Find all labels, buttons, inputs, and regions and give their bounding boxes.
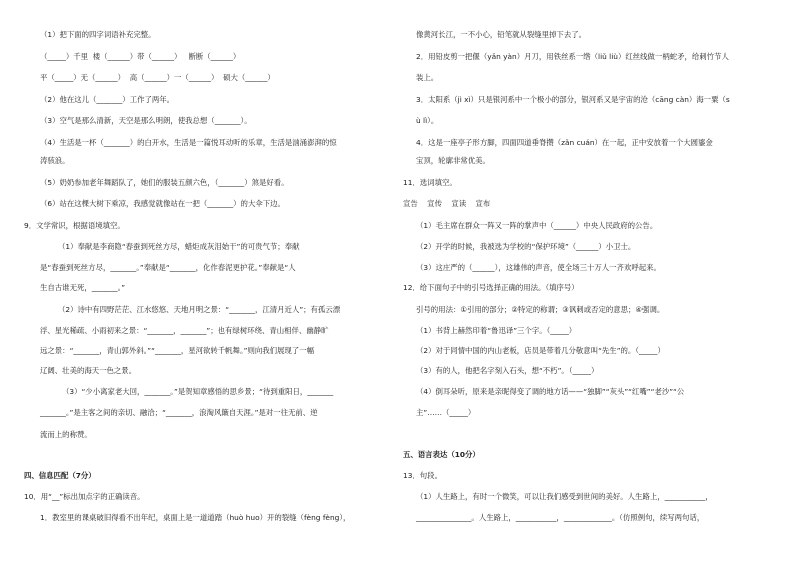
text-line: 引号的用法：①引用的部分；②特定的称谓；③讽刺或否定的意思；④强调。 (416, 305, 665, 314)
text-line: （3）这庄严的（______），这雄伟的声音，使全场三十万人一齐欢呼起来。 (416, 263, 661, 272)
text-line: ù lì）。 (416, 116, 439, 125)
text-line: 是“春蚕到死丝方尽，_______。”奉献是“_______，化作春泥更护花。”奉献是“人 (40, 263, 296, 272)
text-line: （2）开学的时候，我被选为学校的“保护环境”（______）小卫士。 (416, 242, 636, 251)
question-title: 13．句段。 (403, 471, 442, 480)
section-heading: 五、语言表达（10分） (403, 450, 480, 459)
question-title: 9．文学常识，根据语境填空。 (24, 221, 125, 230)
text-line: 浮、星光稀疏、小雨初来之景：“_______，_______”；也有绿树环绕、青山相伴、幽静旷 (40, 326, 329, 335)
text-line: 涛骇浪。 (40, 156, 70, 165)
text-line: （1）书背上赫然印着“鲁迅译”三个字。（_____） (416, 326, 577, 335)
text-line: （2）他在这儿（_______）工作了两年。 (40, 95, 175, 104)
text-line: 生自古谁无死，_______。” (40, 283, 126, 292)
word-choice-list: 宣告 宣传 宣读 宣布 (403, 199, 491, 208)
section-heading: 四、信息匹配（7分） (24, 471, 96, 480)
text-line: _______________。人生路上，___________，_____________。（仿照例句，续写两句话， (416, 513, 705, 522)
text-line: 辽阔、壮美的海天一色之景。 (40, 366, 137, 375)
text-line: （1）把下面的四字词语补充完整。 (40, 30, 156, 39)
text-line: _______。”是主客之间的亲切、融洽；“_______，浪淘风簸自天涯。”是对一往无前、逆 (40, 408, 318, 417)
text-line: （5）奶奶参加老年舞蹈队了，她们的服装五颜六色，（_______）煞是好看。 (40, 178, 289, 187)
text-line: 远之景：“_______，青山郭外斜。”“_______，星河欲转千帆舞。”则向我们展现了一幅 (40, 346, 314, 355)
text-line: （4）生活是一杯（_______）的白开水，生活是一篇悦耳动听的乐章，生活是汹涌澎湃的惊 (40, 138, 337, 147)
question-title: 10．用“__”标出加点字的正确读音。 (24, 492, 145, 501)
text-line: （3）“少小离家老大回，_______。”是贺知章感悟的思乡景；“待到重阳日，_______ (62, 387, 334, 396)
text-line: （1）奉献是李商隐“春蚕到死丝方尽，蜡炬成灰泪始干”的可贵气节；奉献 (58, 242, 300, 251)
text-line: （3）空气是那么清新，天空是那么明朗，使我总想（_______）。 (40, 116, 252, 125)
text-line: 宝顶，轮廓非常优美。 (416, 156, 490, 165)
text-line: 像黄河长江，一不小心，铅笔就从裂缝里掉下去了。 (416, 30, 586, 39)
text-line: 装上。 (416, 73, 439, 82)
text-line: 主”……（_____） (416, 408, 476, 417)
question-title: 11．选词填空。 (403, 178, 457, 187)
text-line: （1）人生路上，有时一个微笑，可以让我们感受到世间的美好。人生路上，___________， (416, 492, 713, 501)
text-line: 2．用铅皮剪一把偃（yǎn yàn）月刀，用铁丝系一绺（liǔ liù）红丝线做一柄蛇矛，给刺竹节人 (416, 52, 729, 61)
text-line: （2）诗中有四野茫茫、江水悠悠、天地月明之景：“_______，江清月近人”；有孤云漂 (58, 305, 341, 314)
text-line: 平（_____）无（______） 高（______）一（______） 硕大（______） (40, 73, 275, 82)
question-title: 12．给下面句子中的引号选择正确的用法。（填序号） (403, 283, 579, 292)
text-line: （4）倒耳朵听，原来是亲昵得变了调的地方话——“独脚”“灰头”“红嘴”“老沙”“公 (416, 387, 685, 396)
text-line: 3．太阳系（jì xì）只是银河系中一个极小的部分，银河系又是宇宙的沧（cāng càn）海一粟（s (416, 95, 730, 104)
text-line: （1）毛主席在群众一阵又一阵的掌声中（______）中央人民政府的公告。 (416, 221, 658, 230)
text-line: 4．这是一座亭子形方脚，四面四道垂脊攒（zǎn cuán）在一起，正中安放着一个大圆鎏金 (416, 138, 713, 147)
text-line: （_____）千里 楼（______）带（______） 断断（______） (40, 52, 241, 61)
text-line: （3）有的人，他把名字刻入石头，想“不朽”。（_____） (416, 366, 599, 375)
text-line: 流而上的称赞。 (40, 430, 92, 439)
text-line: （6）站在这棵大树下乘凉，我感觉就像站在一把（_______）的大伞下边。 (40, 199, 285, 208)
text-line: 1．教室里的课桌破旧得看不出年纪，桌面上是一道道踏（huò huo）开的裂缝（fèng fèng）， (40, 513, 351, 522)
text-line: （2）对于同情中国的内山老板，店员是带着几分敬意叫“先生”的。（_____） (416, 346, 665, 355)
